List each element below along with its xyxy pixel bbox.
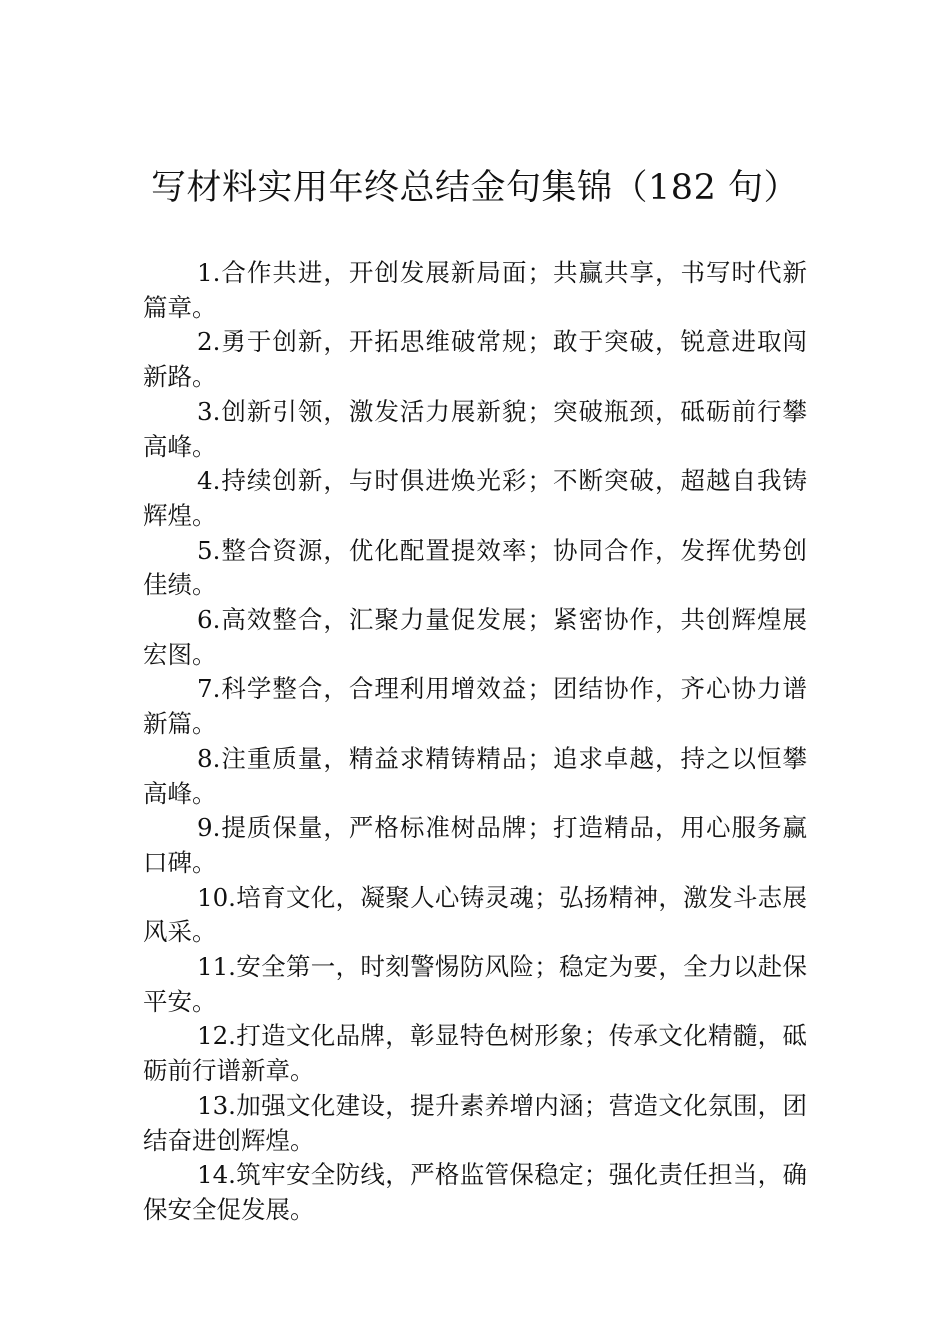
list-item: 8.注重质量，精益求精铸精品；追求卓越，持之以恒攀高峰。 (143, 743, 807, 808)
list-item: 11.安全第一，时刻警惕防风险；稳定为要，全力以赴保平安。 (143, 952, 807, 1016)
list-item: 9.提质保量，严格标准树品牌；打造精品，用心服务赢口碑。 (143, 813, 807, 877)
document-title: 写材料实用年终总结金句集锦（182 句） (151, 168, 799, 208)
list-item: 4.持续创新，与时俱进焕光彩；不断突破，超越自我铸辉煌。 (143, 466, 807, 530)
list-item: 14.筑牢安全防线，严格监管保稳定；强化责任担当，确保安全促发展。 (143, 1160, 807, 1224)
list-item: 2.勇于创新，开拓思维破常规；敢于突破，锐意进取闯新路。 (143, 327, 807, 392)
list-item: 13.加强文化建设，提升素养增内涵；营造文化氛围，团结奋进创辉煌。 (143, 1090, 807, 1155)
list-item: 1.合作共进，开创发展新局面；共赢共享，书写时代新篇章。 (143, 258, 807, 322)
list-item: 6.高效整合，汇聚力量促发展；紧密协作，共创辉煌展宏图。 (143, 605, 807, 669)
list-item: 10.培育文化，凝聚人心铸灵魂；弘扬精神，激发斗志展风采。 (143, 882, 807, 947)
document-body (143, 256, 807, 1228)
list-item: 7.科学整合，合理利用增效益；团结协作，齐心协力谱新篇。 (143, 674, 807, 739)
list-item: 5.整合资源，优化配置提效率；协同合作，发挥优势创佳绩。 (143, 535, 807, 600)
list-item: 3.创新引领，激发活力展新貌；突破瓶颈，砥砺前行攀高峰。 (143, 396, 807, 461)
list-item: 12.打造文化品牌，彰显特色树形象；传承文化精髓，砥砺前行谱新章。 (143, 1021, 807, 1086)
